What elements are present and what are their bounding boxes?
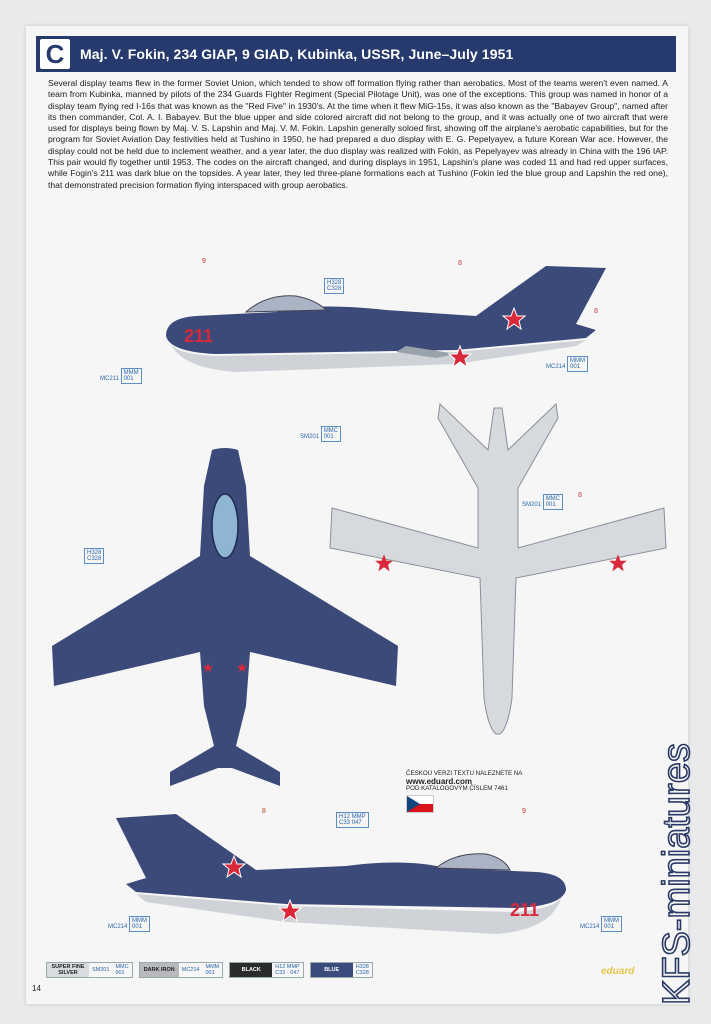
page-number: 14 <box>32 984 41 993</box>
left-side-profile <box>156 246 616 396</box>
callout-number: 8 <box>578 492 582 499</box>
side-code-right: 211 <box>510 900 540 920</box>
czech-version-note: ČESKOU VERZI TEXTU NALEZNETE NA www.eduard.com POD KATALOGOVÝM ČÍSLEM 7461 <box>406 770 566 813</box>
callout-number: 9 <box>202 258 206 265</box>
profile-title: Maj. V. Fokin, 234 GIAP, 9 GIAD, Kubinka, USSR, June–July 1951 <box>80 46 514 62</box>
callout-number: 8 <box>458 260 462 267</box>
color-callout: H328 C328 <box>324 278 344 294</box>
svg-text:KFS-miniatures: KFS-miniatures <box>656 743 698 1005</box>
profile-header <box>36 36 676 72</box>
profile-letter-badge: C <box>40 39 70 69</box>
color-callout: MC214 MMM 001 <box>580 916 622 932</box>
legend-item: BLUE H328 C328 <box>310 962 373 978</box>
eduard-link[interactable]: www.eduard.com <box>406 776 472 786</box>
color-callout: MC211 MMM 001 <box>100 368 142 384</box>
color-callout: MC214 MMM 001 <box>546 356 588 372</box>
callout-number: 9 <box>522 808 526 815</box>
color-callout: MC214 MMM 001 <box>108 916 150 932</box>
side-code-left: 211 <box>184 326 214 346</box>
czech-flag-icon <box>406 795 434 813</box>
color-callout: SM201 MMC 001 <box>300 426 341 442</box>
history-text: Several display teams flew in the former Soviet Union, which tended to show off formation flying rather than aerobatics. Most of the teams weren't even named. A team from Kubinka, manned by pilots of the 234 Guards Fighter Regiment (Special Pilotage Unit), was one of the exceptions. This group was named in honor of a display team flying red I-16s that was known as the "Red Five" in 1930's. At the time when it flew MiG-15s, it was also known as the "Babayev Group", named after its then commander, Col. A. I. Babayev. But the blue upper and side colored aircraft did not belong to the group, and it was actually one of two aircraft that were used for displays being flown by Maj. V. S. Lapshin and Maj. V. M. Fokin. Lapshin generally soloed first, showing off the airplane's aerobatic capabilities, but for the program for Soviet Aviation Day festivities held at Tushino in 1950, he had prepared a duo display with E. G. Pepelyayev, a future Korean War ace. However, the display could not be held due to inclement weather, and a year later, the duo display was realized with Fokin, as Pepelyayev was already in China with the 196 IAP. This pair would fly together until 1953. The codes on the aircraft changed, and during displays in 1951, Lapshin's plane was coded 11 and had red upper surfaces, while Fogin's 211 was dark blue on the topsides. A year later, they led three-plane formations each at Tushino (Fokin led the blue group and Lapshin the red one), that demonstrated precision formation flying interspaced with group aerobatics. <box>48 78 668 190</box>
bottom-view <box>328 398 668 738</box>
eduard-logo: eduard <box>601 966 635 977</box>
paint-legend <box>46 962 373 978</box>
callout-number: 8 <box>594 308 598 315</box>
watermark <box>655 675 699 1005</box>
legend-item: BLACK H12 MMP C33 · 047 <box>229 962 303 978</box>
legend-item: SUPER FINE SILVER SM201 MMC 001 <box>46 962 133 978</box>
legend-item: DARK IRON MC214 MMM 001 <box>139 962 224 978</box>
color-callout: SM201 MMC 001 <box>522 494 563 510</box>
instruction-page <box>26 26 688 1004</box>
callout-number: 8 <box>262 808 266 815</box>
color-callout: H12 MMP C33 047 <box>336 812 369 828</box>
color-callout: H328 C328 <box>84 548 104 564</box>
